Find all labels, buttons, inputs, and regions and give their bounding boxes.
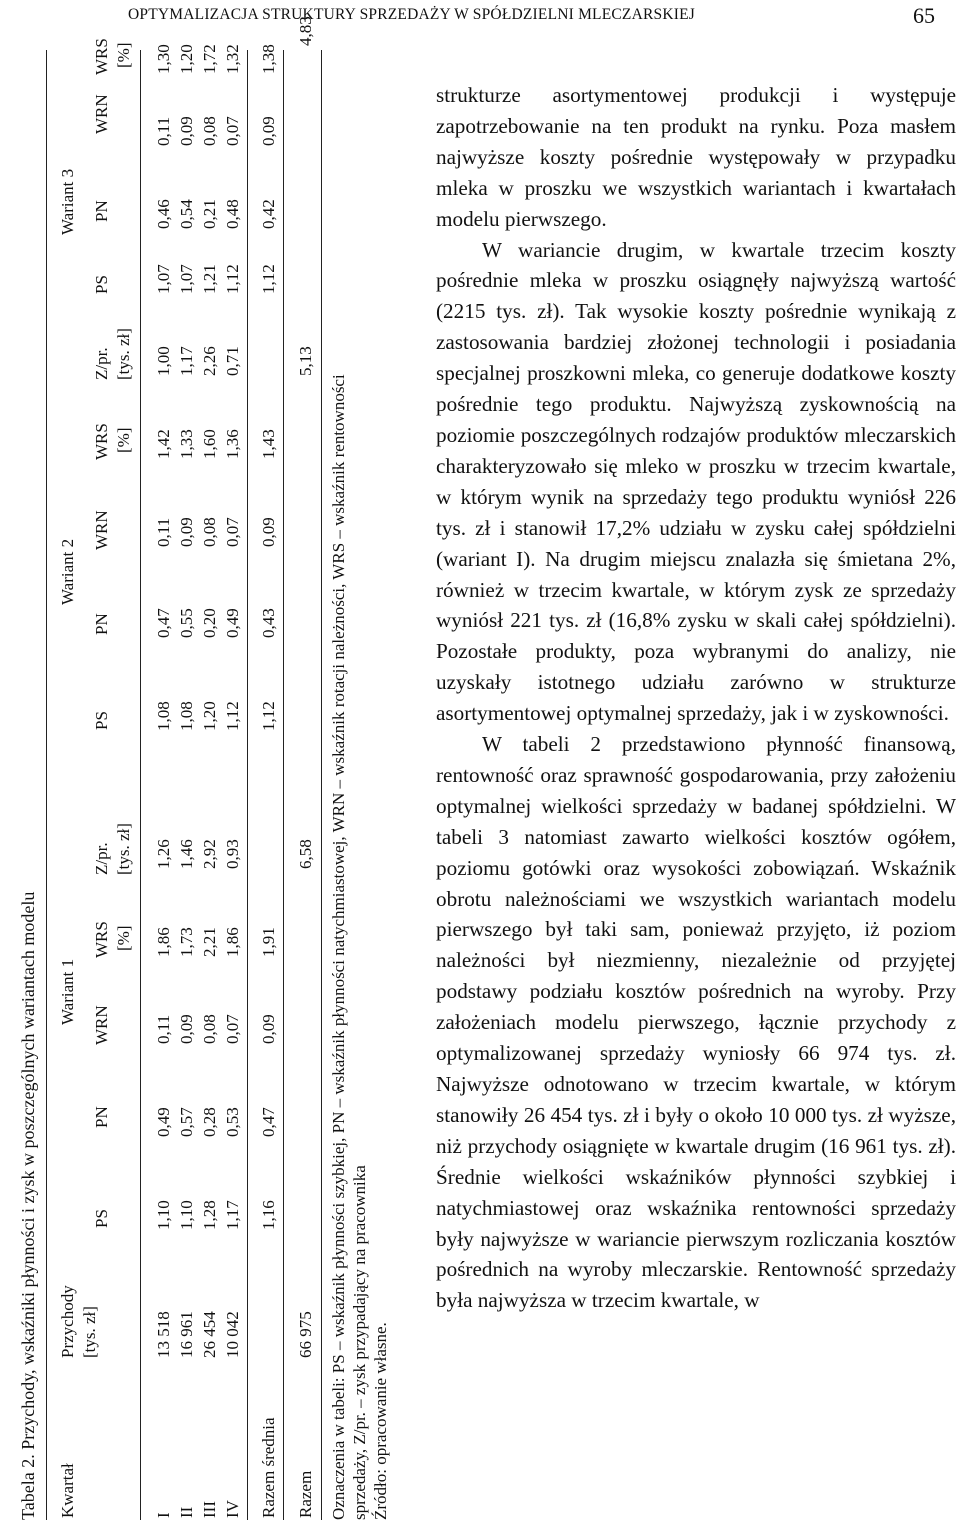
page-number: 65 <box>913 3 935 28</box>
head-variant-1: Wariant 1 <box>58 958 77 1025</box>
paragraph: W wariancie drugim, w kwartale trzecim koszty pośrednie mleka w proszku osiągnęły najwyższą wartość (2215 tys. zł). Tak wysokie koszty pośrednie wynikają z zastosowania bardziej złożonej technologii i posiadania specjalnej proszkowni mleka, co generuje dodatkowe koszty pośrednie tego produktu. Najwyższą zyskownością na poziomie poszczególnych rodzajów produktów mleczarskich charakteryzowało się mleko w proszku w trzecim kwartale, w którym wynik na sprzedaży tego produktu wyniósł 226 tys. zł i stanowił 17,2% udziału w zysku całej spółdzielni (wariant I). Na drugim miejscu znalazła się śmietana 2%, również w trzecim kwartale, w którym zysk ze sprzedaży wyniósł 221 tys. zł (16,8% zysku w skali całej spółdzielni). Pozostałe produkty, poza wybranymi do analizy, nie uzyskały istotnego udziału zarówno w strukturze asortymentowej optymalnej sprzedaży, jak i w zyskowności. <box>436 237 956 726</box>
head-przychody: Przychody <box>58 1285 77 1358</box>
table-caption: Tabela 2. Przychody, wskaźniki płynności i zysk w poszczególnych wariantach modelu <box>18 891 38 1520</box>
head-v2-wrn: WRN <box>92 510 111 550</box>
head-v3-ps: PS <box>92 275 111 294</box>
head-v1-wrn: WRN <box>92 1005 111 1045</box>
running-title: OPTYMALIZACJA STRUKTURY SPRZEDAŻY W SPÓŁDZIELNI MLECZARSKIEJ <box>128 6 696 23</box>
table-rule-total <box>283 50 284 1520</box>
head-kwartal: Kwartał <box>58 1463 77 1518</box>
head-v2-zpr: Z/pr. <box>92 347 111 380</box>
running-header <box>0 0 960 40</box>
table-note-legend-cont: sprzedaży, Z/pr. – zysk przypadający na pracownika <box>350 1165 369 1520</box>
head-v2-wrs: WRS <box>92 423 111 460</box>
table-rule-avg <box>247 50 248 1520</box>
head-v3-pn: PN <box>92 200 111 222</box>
head-v2-ps: PS <box>92 711 111 730</box>
head-v1-zpr: Z/pr. <box>92 842 111 875</box>
head-v2-pn: PN <box>92 613 111 635</box>
head-v1-wrs: WRS <box>92 921 111 958</box>
body-text <box>436 80 956 1316</box>
head-v2-zpr-unit: [tys. zł] <box>114 328 133 380</box>
head-v3-wrn: WRN <box>92 94 111 134</box>
head-v1-pn: PN <box>92 1106 111 1128</box>
table-bottom-rule <box>321 50 322 1520</box>
head-v3-wrs-unit: [%] <box>114 42 133 68</box>
paragraph: W tabeli 2 przedstawiono płynność finansową, rentowność oraz sprawność gospodarowania, przy założeniu optymalnej wielkości sprzedaży w badanej spółdzielni. W tabeli 3 natomiast zawarto wielkości kosztów ogółem, poziomu gotówki oraz wysokości zobowiązań. Wskaźnik obrotu należnościami we wszystkich wariantach modelu pierwszego był taki sam, ponieważ przyjęto, iż poziom należności był niezmienny, niezależnie od przyjętej podstawy podziału kosztów pośrednich na wyroby. Przy założeniach modelu pierwszego, łącznie przychody z optymalizowanej sprzedaży wyniosły 66 974 tys. zł. Najwyższe odnotowano w trzecim kwartale, w którym stanowiły 26 454 tys. zł i były o około 10 000 tys. zł wyższe, niż przychody osiągnięte w kwartale drugim (16 961 tys. zł). Średnie wielkości wskaźników płynności szybkiej i natychmiastowej oraz wskaźnika rentowności sprzedaży były najwyższe w wariancie pierwszym rozliczania kosztów pośrednich na wyroby mleczarskie. Rentowność sprzedaży była najwyższa w trzecim kwartale, w <box>436 732 956 1313</box>
head-v3-wrs: WRS <box>92 38 111 75</box>
table-header-rule <box>140 50 141 1520</box>
rotated-table-2: Tabela 2. Przychody, wskaźniki płynności i zysk w poszczególnych wariantach modelu Kwartał Przychody [tys. zł] Wariant 1 Wariant 2 Wariant 3 PS PN WRN WRS [%] Z/pr. [tys. zł] PS PN WRN WRS [%] Z/pr. [tys. zł] PS PN WRN WRS [%] I 13 518 1,10 0,49 0,11 1,86 1,26 1,08 0,47 0,11 1,42 1,00 1,07 0,46 0,11 1,30 II 16 961 1,10 0,57 0,09 1,73 1,46 1,08 0,55 0,09 1,33 1,17 1,07 0,54 0,09 1,20 III 26 454 1,28 0,28 0,08 2,21 2,92 1,20 0,20 0,08 1,60 2,26 1,21 0,21 0,08 1,72 IV 10 042 1,17 0,53 0,07 1,86 0,93 1,12 0,49 0,07 1,36 0,71 1,12 0,48 0,07 1,32 Razem średnia 1,16 0,47 0,09 1,91 1,12 0,43 0,09 1,43 1,12 0,42 0,09 1,38 Razem 66 975 6,58 5,13 4,83 Oznaczenia w tabeli: PS – wskaźnik płynności szybkiej, PN – wskaźnik płynności natychmiastowej, WRN – wskaźnik rotacji należności, WRS – wskaźnik rentowności sprzedaży, Z/pr. – zysk przypadający na pracownika Źródło: opracowanie własne. <box>18 16 390 1520</box>
head-przychody-unit: [tys. zł] <box>80 1306 99 1358</box>
paragraph: strukturze asortymentowej produkcji i występuje zapotrzebowanie na ten produkt na rynku. Poza masłem najwyższe koszty pośrednie występowały w przypadku mleka w proszku we wszystkich wariantach i kwartałach modelu pierwszego. <box>436 83 956 231</box>
table-note-source: Źródło: opracowanie własne. <box>371 1322 390 1520</box>
head-v1-zpr-unit: [tys. zł] <box>114 823 133 875</box>
head-variant-2: Wariant 2 <box>58 538 77 605</box>
head-variant-3: Wariant 3 <box>58 168 77 235</box>
head-v1-ps: PS <box>92 1209 111 1228</box>
table-note-legend: Oznaczenia w tabeli: PS – wskaźnik płynności szybkiej, PN – wskaźnik płynności natychmiastowej, WRN – wskaźnik rotacji należności, WRS – wskaźnik rentowności <box>329 374 348 1520</box>
head-v1-wrs-unit: [%] <box>114 925 133 951</box>
head-v2-wrs-unit: [%] <box>114 427 133 453</box>
table-top-rule <box>46 50 47 1520</box>
